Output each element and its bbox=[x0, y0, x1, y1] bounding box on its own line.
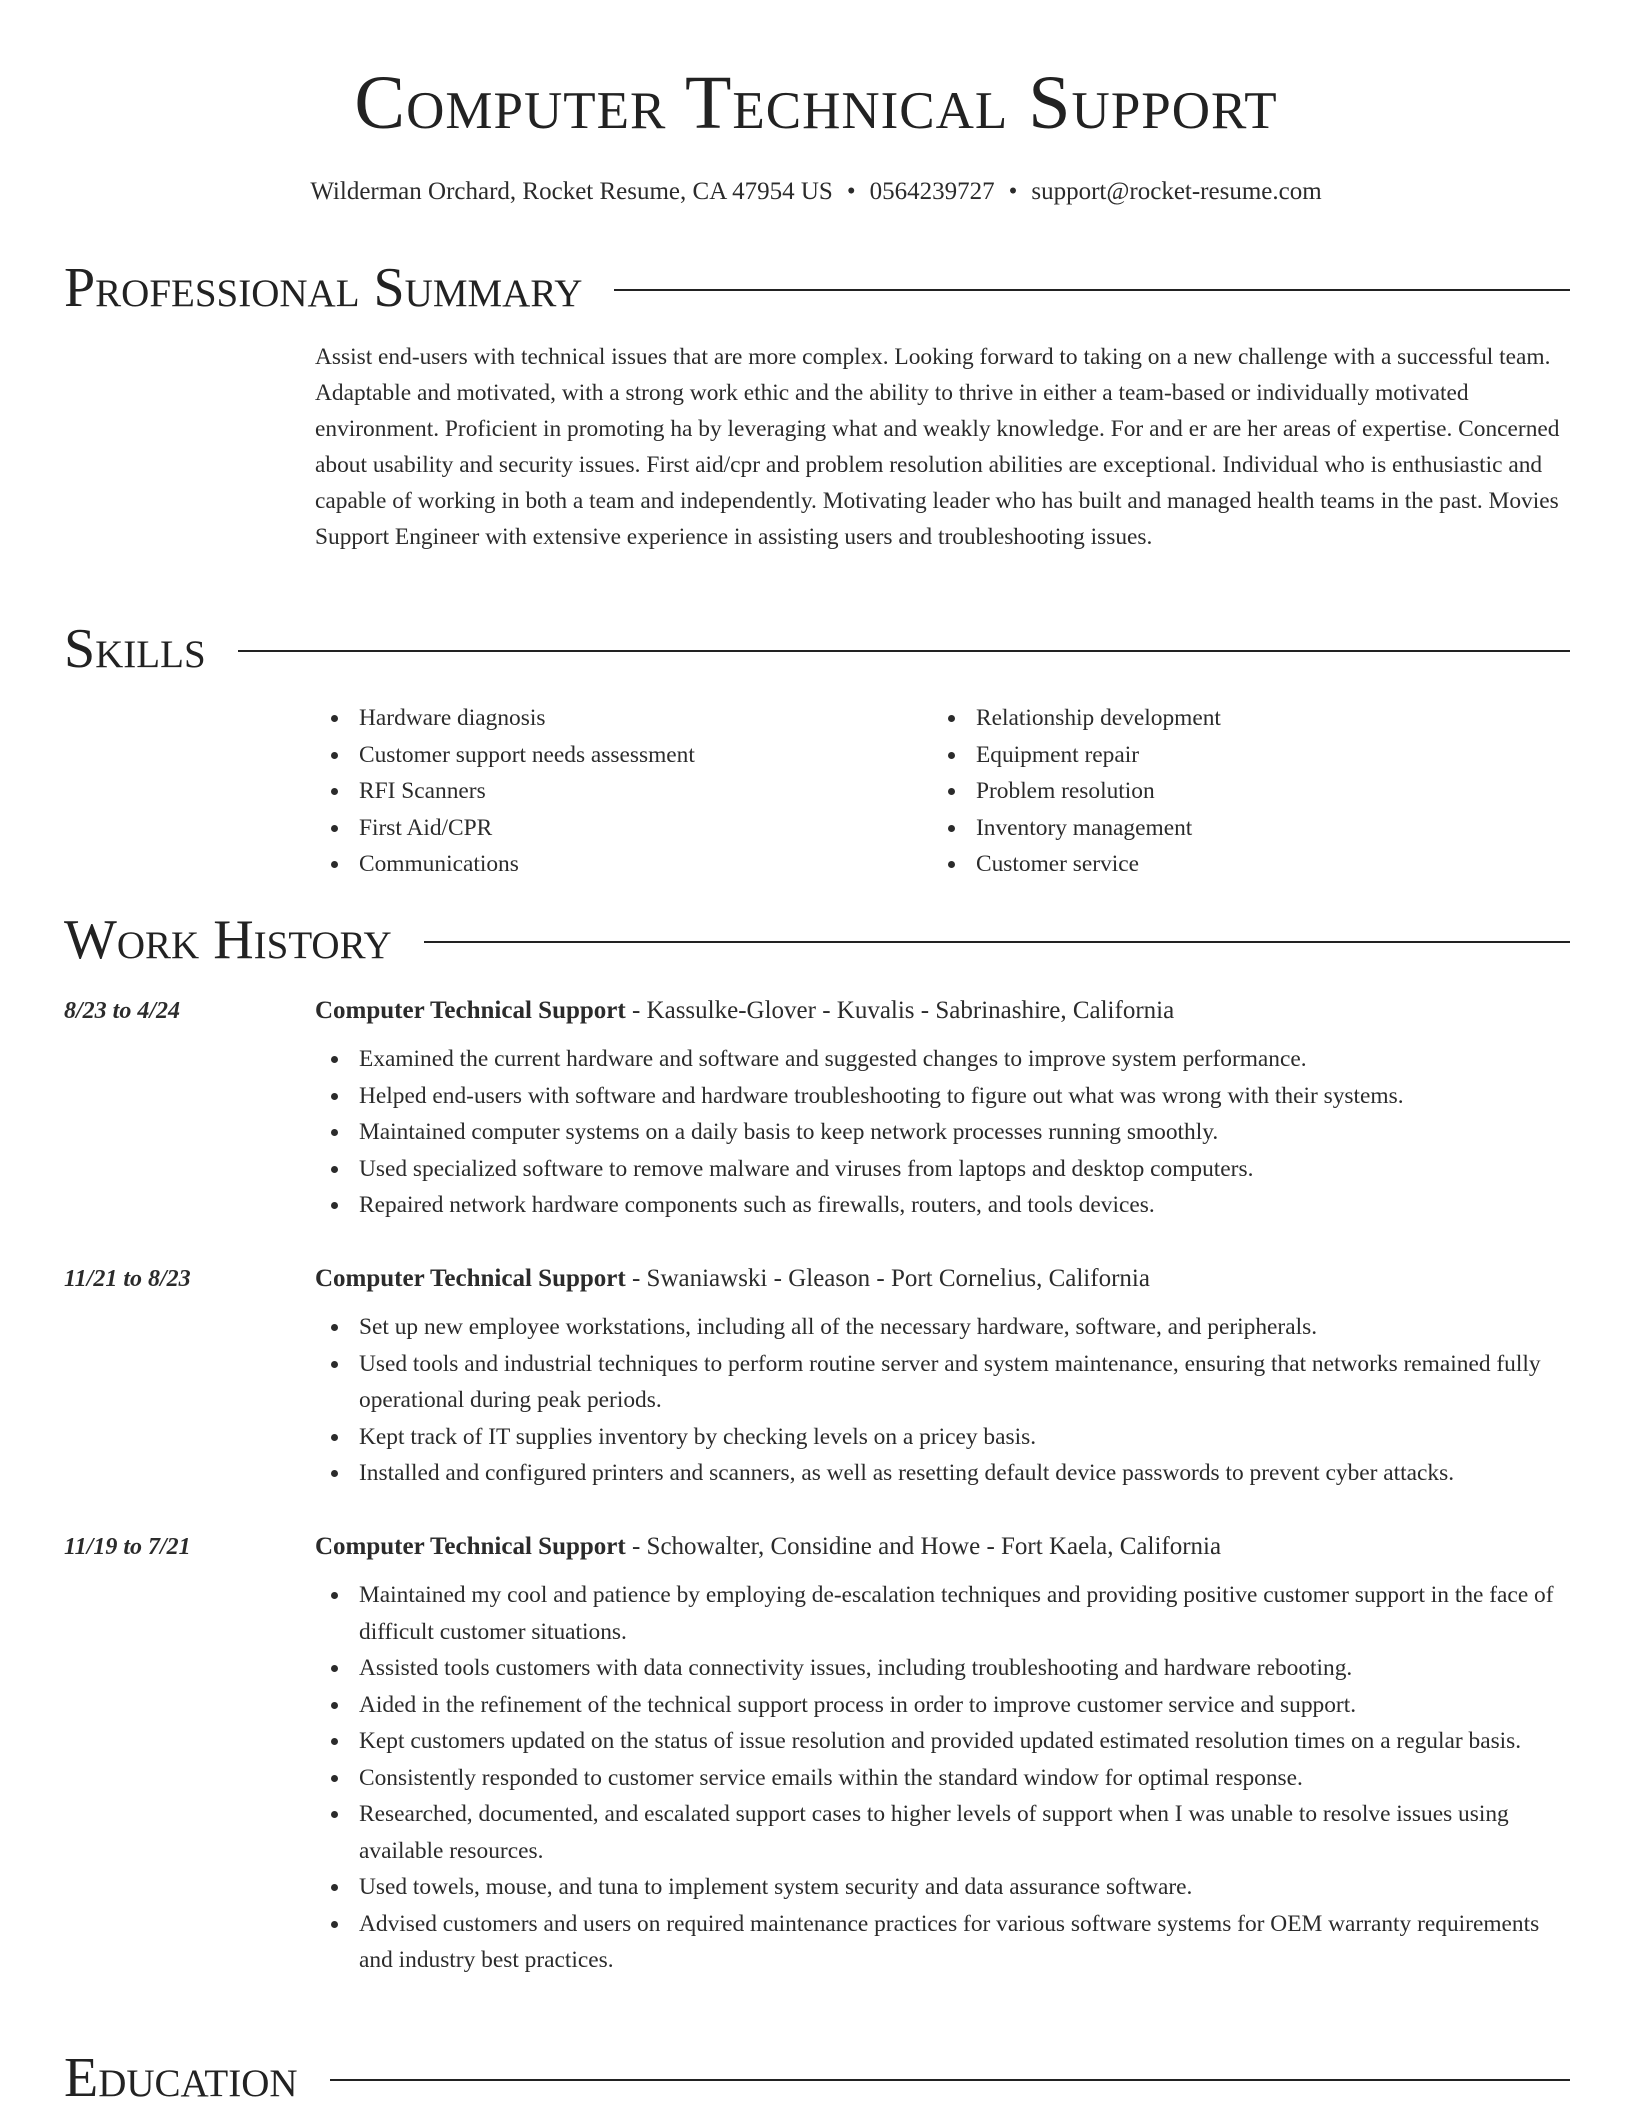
contact-address: Wilderman Orchard, Rocket Resume, CA 47954 US bbox=[310, 178, 833, 205]
work-section-header bbox=[64, 908, 1570, 972]
skill-item: First Aid/CPR bbox=[315, 810, 932, 847]
skill-item: RFI Scanners bbox=[315, 773, 932, 810]
skill-item: Inventory management bbox=[932, 810, 1549, 847]
job-bullet: Researched, documented, and escalated support cases to higher levels of support when I was unable to resolve issues using available resources. bbox=[315, 1796, 1570, 1869]
job-bullet: Kept track of IT supplies inventory by checking levels on a pricey basis. bbox=[315, 1419, 1570, 1456]
job-bullet: Consistently responded to customer service emails within the standard window for optimal response. bbox=[315, 1760, 1570, 1797]
skills-section-header bbox=[64, 617, 1570, 681]
skill-item: Equipment repair bbox=[932, 737, 1549, 774]
skill-item: Problem resolution bbox=[932, 773, 1549, 810]
contact-separator: • bbox=[846, 178, 856, 205]
summary-section-header bbox=[64, 256, 1570, 320]
job-details: - Schowalter, Considine and Howe - Fort Kaela, California bbox=[625, 1533, 1222, 1560]
work-heading: Work History bbox=[64, 909, 392, 971]
section-divider bbox=[330, 2079, 1570, 2081]
job-dates: 11/21 to 8/23 bbox=[64, 1266, 191, 1292]
skill-item: Relationship development bbox=[932, 700, 1549, 737]
job-title-line bbox=[315, 1261, 1150, 1297]
skill-item: Customer service bbox=[932, 846, 1549, 883]
job-bullet: Maintained computer systems on a daily basis to keep network processes running smoothly. bbox=[315, 1114, 1570, 1151]
job-bullet: Examined the current hardware and software and suggested changes to improve system performance. bbox=[315, 1041, 1570, 1078]
job-bullet: Kept customers updated on the status of issue resolution and provided updated estimated resolution times on a regular basis. bbox=[315, 1723, 1570, 1760]
resume-name: Computer Technical Support bbox=[354, 61, 1278, 145]
job-bullet: Helped end-users with software and hardware troubleshooting to figure out what was wrong with their systems. bbox=[315, 1078, 1570, 1115]
job-bullet: Installed and configured printers and scanners, as well as resetting default device passwords to prevent cyber attacks. bbox=[315, 1455, 1570, 1492]
skill-item: Communications bbox=[315, 846, 932, 883]
contact-email[interactable]: support@rocket-resume.com bbox=[1031, 178, 1322, 205]
job-bullet: Used tools and industrial techniques to perform routine server and system maintenance, ensuring that networks remained fully operational during peak periods. bbox=[315, 1346, 1570, 1419]
education-heading: Education bbox=[64, 2047, 298, 2109]
job-dates: 11/19 to 7/21 bbox=[64, 1534, 191, 1560]
job-bullet: Advised customers and users on required maintenance practices for various software systems for OEM warranty requirements and industry best practices. bbox=[315, 1906, 1570, 1979]
job-title: Computer Technical Support bbox=[315, 1533, 626, 1560]
job-title-line bbox=[315, 993, 1174, 1029]
summary-text: Assist end-users with technical issues that are more complex. Looking forward to taking on a new challenge with a successful team. Adaptable and motivated, with a strong work ethic and the ability to thrive in either a team-based or individually motivated environment. Proficient in promoting ha by leveraging what and weakly knowledge. For and er are her areas of expertise. Concerned about usability and security issues. First aid/cpr and problem resolution abilities are exceptional. Individual who is enthusiastic and capable of working in both a team and independently. Motivating leader who has built and managed health teams in the past. Movies Support Engineer with extensive experience in assisting users and troubleshooting issues. bbox=[315, 344, 1560, 550]
job-details: - Swaniawski - Gleason - Port Cornelius, California bbox=[625, 1265, 1150, 1292]
skills-heading: Skills bbox=[64, 618, 206, 680]
section-divider bbox=[424, 941, 1570, 943]
skill-item: Hardware diagnosis bbox=[315, 700, 932, 737]
job-details: - Kassulke-Glover - Kuvalis - Sabrinashire, California bbox=[625, 997, 1175, 1024]
summary-heading: Professional Summary bbox=[64, 257, 583, 319]
job-bullet: Set up new employee workstations, including all of the necessary hardware, software, and peripherals. bbox=[315, 1309, 1570, 1346]
job-bullet: Used specialized software to remove malware and viruses from laptops and desktop computers. bbox=[315, 1151, 1570, 1188]
job-bullets bbox=[315, 1309, 1570, 1492]
job-bullet: Assisted tools customers with data connectivity issues, including troubleshooting and hardware rebooting. bbox=[315, 1650, 1570, 1687]
contact-line bbox=[0, 175, 1632, 209]
job-bullet: Repaired network hardware components such as firewalls, routers, and tools devices. bbox=[315, 1187, 1570, 1224]
contact-phone: 0564239727 bbox=[869, 178, 995, 205]
skills-list bbox=[315, 700, 1570, 883]
contact-separator: • bbox=[1008, 178, 1018, 205]
job-bullets bbox=[315, 1041, 1570, 1224]
section-divider bbox=[238, 650, 1570, 652]
job-title-line bbox=[315, 1529, 1221, 1565]
education-section-header bbox=[64, 2046, 1570, 2110]
job-bullet: Maintained my cool and patience by employing de-escalation techniques and providing positive customer support in the face of difficult customer situations. bbox=[315, 1577, 1570, 1650]
skill-item: Customer support needs assessment bbox=[315, 737, 932, 774]
job-title: Computer Technical Support bbox=[315, 1265, 626, 1292]
section-divider bbox=[614, 289, 1570, 291]
skills-column-left bbox=[315, 700, 932, 883]
job-bullet: Used towels, mouse, and tuna to implement system security and data assurance software. bbox=[315, 1869, 1570, 1906]
job-bullet: Aided in the refinement of the technical support process in order to improve customer service and support. bbox=[315, 1687, 1570, 1724]
skills-column-right bbox=[932, 700, 1549, 883]
job-dates: 8/23 to 4/24 bbox=[64, 998, 181, 1024]
job-title: Computer Technical Support bbox=[315, 997, 626, 1024]
job-bullets bbox=[315, 1577, 1570, 1979]
